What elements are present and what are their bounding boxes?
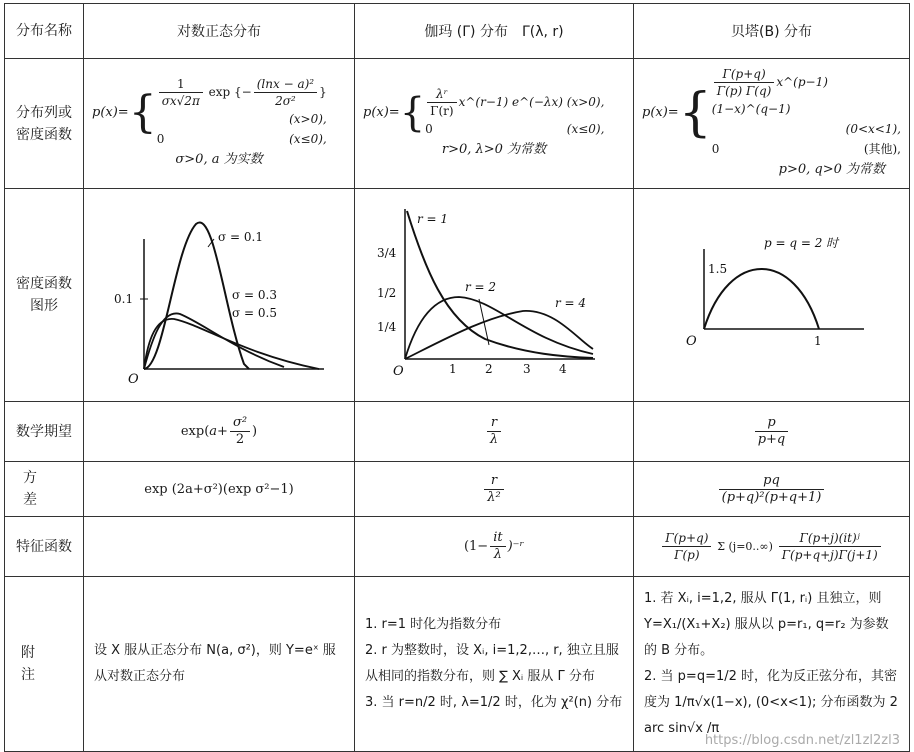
- beta-note-2: 2. 当 p=q=1/2 时，化为反正弦分布，其密度为 1/π√x(1−x), (0<x<1); 分布函数为 2 arc sin√x /π: [644, 669, 898, 736]
- lognormal-label-1: σ = 0.3: [232, 288, 277, 302]
- gamma-xtick-0: 1: [449, 362, 457, 376]
- variance-beta: $\frac{pq}{\text{(p+q)²(p+q+1)}}$: [634, 462, 910, 517]
- lognormal-plot: [84, 189, 352, 397]
- beta-ytick: 1.5: [708, 262, 728, 276]
- row-label-notes: 附注: [5, 577, 84, 752]
- row-label-variance: 方差: [5, 462, 84, 517]
- beta-plot: [634, 189, 902, 397]
- mean-gamma: $\frac{r}{\lambda}$: [355, 402, 634, 462]
- notes-gamma: [355, 577, 634, 752]
- mean-lognormal: exp(a+ $\frac{\text{σ²}}{2}$ ): [84, 402, 355, 462]
- gamma-note-1: 1. r=1 时化为指数分布: [365, 617, 502, 632]
- beta-origin: O: [686, 334, 697, 349]
- variance-gamma: $\frac{r}{\text{λ²}}$: [355, 462, 634, 517]
- notes-row: [5, 577, 910, 752]
- lognormal-label-0: σ = 0.1: [218, 230, 263, 244]
- pdf-beta: p(x)= { $\frac{\Gamma(p+q)}{\Gamma(p) \Gamma(q)}$ x^(p−1) (1−x)^(q−1) (0<x<1), 0 (其他), p>0, q>0 为常数: [634, 59, 910, 189]
- row-label-mean: 数学期望: [5, 402, 84, 462]
- mean-row: [5, 402, 910, 462]
- gamma-origin: O: [393, 364, 404, 379]
- gamma-label-1: r = 2: [465, 280, 497, 294]
- lognormal-params: σ>0, a 为实数: [175, 152, 263, 167]
- row-label-pdf-text: 分布列或密度函数: [16, 104, 72, 143]
- mean-beta: $\frac{p}{p+q}$: [634, 402, 910, 462]
- charfn-gamma: (1− $\frac{it}{\lambda}$ )⁻ʳ: [355, 517, 634, 577]
- header-gamma: 伽玛 (Γ) 分布 Γ(λ, r): [355, 4, 634, 59]
- gamma-ytick-1: 1/2: [377, 286, 397, 300]
- beta-params: p>0, q>0 为常数: [778, 162, 885, 177]
- lognormal-label-2: σ = 0.5: [232, 306, 277, 320]
- lognormal-coef: $\frac{1}{\sigma x√2\pi}$: [159, 76, 203, 109]
- header-name: 分布名称: [5, 4, 84, 59]
- header-row: [5, 4, 910, 59]
- gamma-label-2: r = 4: [555, 296, 587, 310]
- pdf-lognormal: p(x)= { $\frac{1}{\sigma x√2\pi}$ exp {− $\frac{\text{(lnx − a)²}}{\text{2σ²}}$ } (x>0), 0 (x≤0), σ>0, a 为实数: [84, 59, 355, 189]
- row-label-graph: 密度函数图形: [5, 189, 84, 402]
- gamma-note-2: 2. r 为整数时，设 Xᵢ, i=1,2,…, r, 独立且服从相同的指数分布，则 ∑ Xᵢ 服从 Γ 分布: [365, 643, 619, 684]
- gamma-label-0: r = 1: [417, 212, 449, 226]
- pdf-row: [5, 59, 910, 189]
- distribution-table: [4, 3, 910, 752]
- notes-lognormal: 设 X 服从正态分布 N(a, σ²)，则 Y=eˣ 服从对数正态分布: [84, 577, 355, 752]
- gamma-xtick-1: 2: [485, 362, 493, 376]
- charfn-beta: $\frac{\Gamma(p+q)}{\Gamma(p)}$ Σ (j=0..∞) $\frac{\text{Γ(p+j)(it)ʲ}}{\Gamma(p+q+j)\Gamma(j+1)}$: [634, 517, 910, 577]
- graph-gamma: [355, 189, 634, 402]
- gamma-ytick-0: 3/4: [377, 246, 397, 260]
- beta-title: p = q = 2 时: [764, 236, 839, 250]
- graph-beta: [634, 189, 910, 402]
- lognormal-origin: O: [128, 372, 139, 387]
- watermark: https://blog.csdn.net/zl1zl2zl3: [704, 733, 900, 748]
- charfn-row: [5, 517, 910, 577]
- variance-row: [5, 462, 910, 517]
- gamma-plot: [355, 189, 631, 397]
- header-beta: 贝塔(B) 分布: [634, 4, 910, 59]
- lognormal-lhs: p(x)=: [92, 104, 129, 120]
- gamma-ytick-2: 1/4: [377, 320, 397, 334]
- graph-lognormal: [84, 189, 355, 402]
- beta-note-1: 1. 若 Xᵢ, i=1,2, 服从 Γ(1, rᵢ) 且独立，则 Y=X₁/(X₁+X₂) 服从以 p=r₁, q=r₂ 为参数的 B 分布。: [644, 591, 889, 658]
- graph-row: [5, 189, 910, 402]
- gamma-xtick-2: 3: [523, 362, 531, 376]
- row-label-pdf: [5, 59, 84, 189]
- header-lognormal: 对数正态分布: [84, 4, 355, 59]
- notes-beta: [634, 577, 910, 752]
- lognormal-ytick: 0.1: [114, 292, 134, 306]
- gamma-xtick-3: 4: [559, 362, 567, 376]
- charfn-lognormal: [84, 517, 355, 577]
- gamma-note-3: 3. 当 r=n/2 时, λ=1/2 时，化为 χ²(n) 分布: [365, 695, 623, 710]
- pdf-gamma: p(x)= { $\frac{\text{λʳ}}{\Gamma(r)}$ x^(r−1) e^(−λx) (x>0), 0 (x≤0), r>0, λ>0 为常数: [355, 59, 634, 189]
- beta-xtick: 1: [814, 334, 822, 348]
- variance-lognormal: exp (2a+σ²)(exp σ²−1): [84, 462, 355, 517]
- row-label-charfn: 特征函数: [5, 517, 84, 577]
- gamma-params: r>0, λ>0 为常数: [441, 142, 547, 157]
